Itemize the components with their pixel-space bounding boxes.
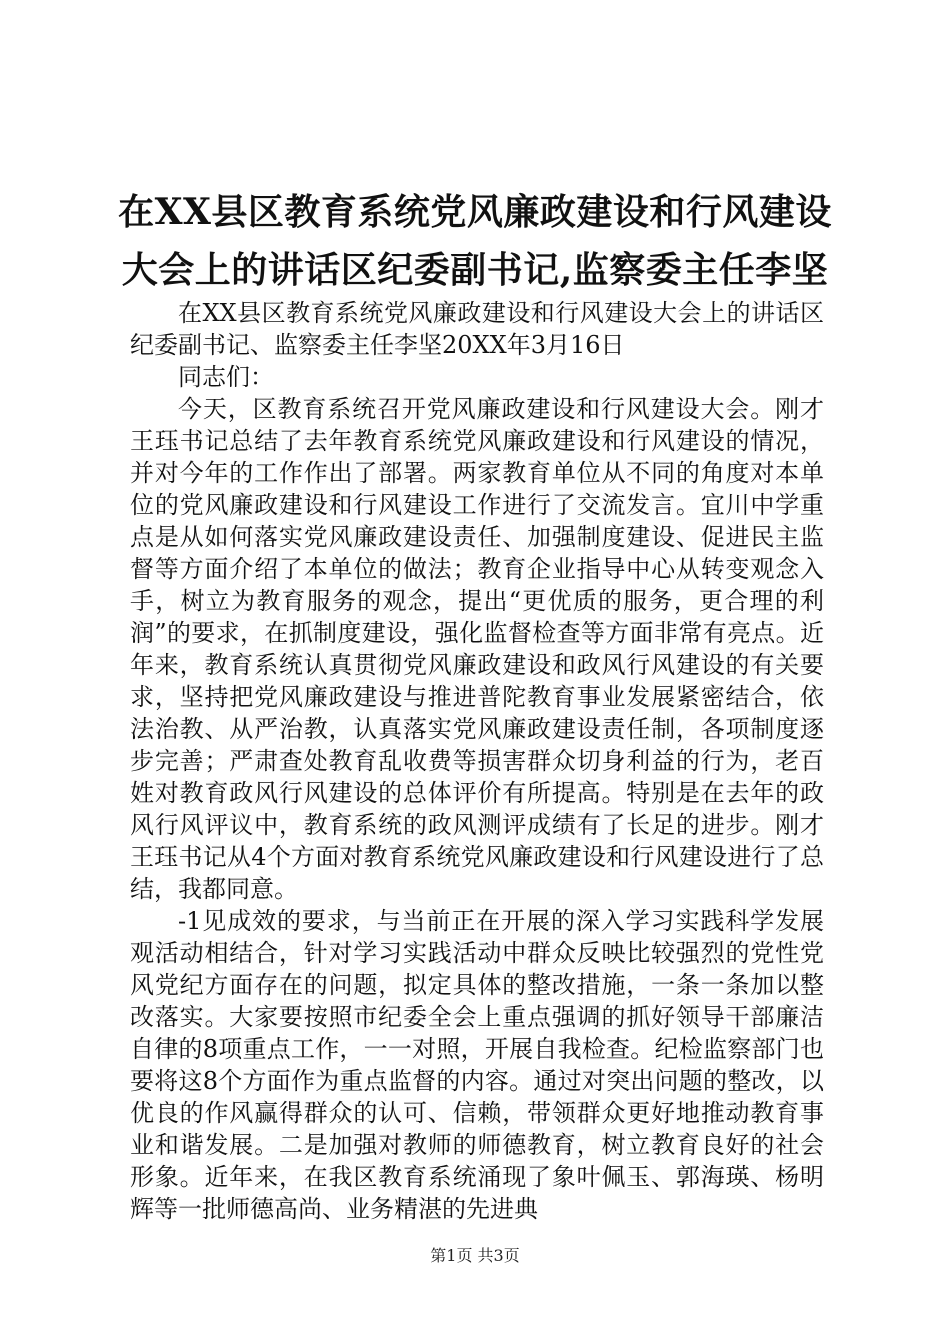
title-line-2: 大会上的讲话区纪委副书记,监察委主任李坚 xyxy=(121,249,829,291)
paragraph-salutation: 同志们： xyxy=(178,363,274,391)
document-body xyxy=(130,297,824,1225)
title-line-1: 在XX县区教育系统党风廉政建设和行风建设 xyxy=(118,191,832,233)
page-number-footer: 第1页 共3页 xyxy=(430,1246,520,1265)
paragraph-main: 今天，区教育系统召开党风廉政建设和行风建设大会。刚才王珏书记总结了去年教育系统党风廉政建设和行风建设的情况，并对今年的工作作出了部署。两家教育单位从不同的角度对本单位的党风廉政建设和行风建设工作进行了交流发言。宜川中学重点是从如何落实党风廉政建设责任、加强制度建设、促进民主监督等方面介绍了本单位的做法；教育企业指导中心从转变观念入手，树立为教育服务的观念，提出“更优质的服务，更合理的利润”的要求，在抓制度建设，强化监督检查等方面非常有亮点。近年来，教育系统认真贯彻党风廉政建设和政风行风建设的有关要求，坚持把党风廉政建设与推进普陀教育事业发展紧密结合，依法治教、从严治教，认真落实党风廉政建设责任制，各项制度逐步完善；严肃查处教育乱收费等损害群众切身利益的行为，老百姓对教育政风行风建设的总体评价有所提高。特别是在去年的政风行风评议中，教育系统的政风测评成绩有了长足的进步。刚才王珏书记从4个方面对教育系统党风廉政建设和行风建设进行了总结，我都同意。 xyxy=(130,395,824,903)
paragraph-continued: -1见成效的要求，与当前正在开展的深入学习实践科学发展观活动相结合，针对学习实践活动中群众反映比较强烈的党性党风党纪方面存在的问题，拟定具体的整改措施，一条一条加以整改落实。大家要按照市纪委全会上重点强调的抓好领导干部廉洁自律的8项重点工作，一一对照，开展自我检查。纪检监察部门也要将这8个方面作为重点监督的内容。通过对突出问题的整改，以优良的作风赢得群众的认可、信赖，带领群众更好地推动教育事业和谐发展。二是加强对教师的师德教育，树立教育良好的社会形象。近年来，在我区教育系统涌现了象叶佩玉、郭海瑛、杨明辉等一批师德高尚、业务精湛的先进典 xyxy=(130,907,824,1223)
paragraph-intro: 在XX县区教育系统党风廉政建设和行风建设大会上的讲话区纪委副书记、监察委主任李坚20XX年3月16日 xyxy=(130,299,824,359)
document-title xyxy=(100,183,850,299)
